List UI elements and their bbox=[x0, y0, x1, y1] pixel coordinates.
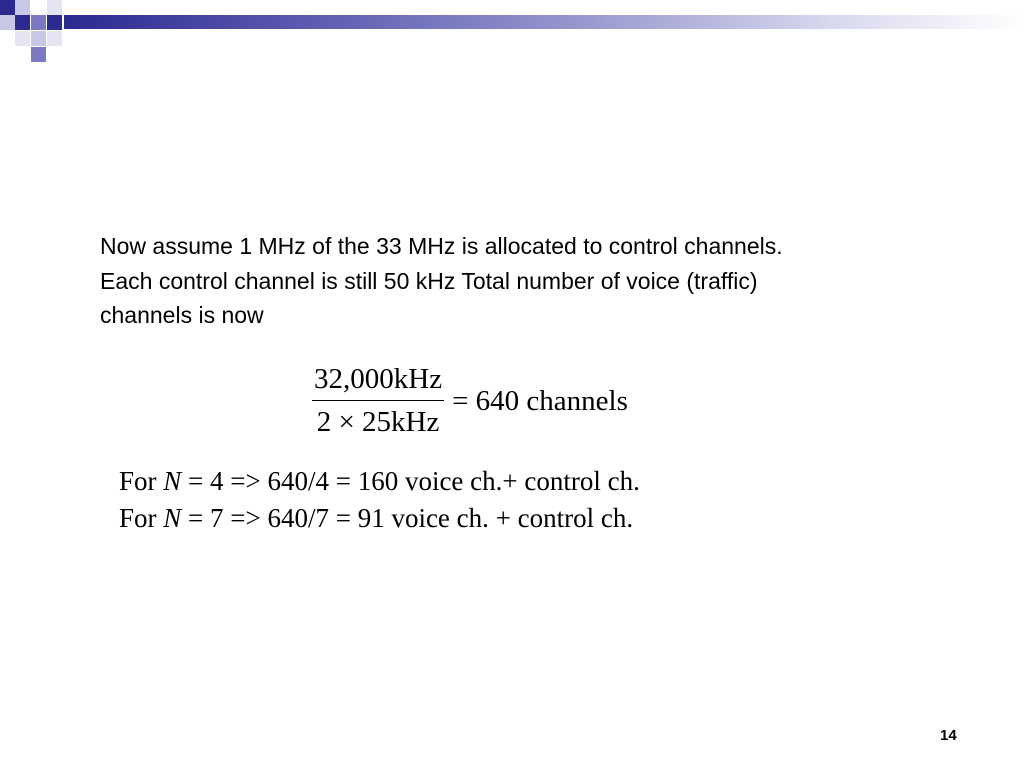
decorative-square bbox=[15, 15, 30, 30]
decorative-square bbox=[0, 0, 15, 15]
formula-numerator: 32,000kHz bbox=[312, 362, 444, 401]
decorative-square bbox=[0, 15, 15, 30]
decorative-square bbox=[15, 31, 30, 46]
formula-result: = 640 channels bbox=[452, 384, 628, 417]
body-line: channels is now bbox=[100, 302, 264, 328]
body-line: Each control channel is still 50 kHz Total number of voice (traffic) bbox=[100, 267, 758, 294]
decorative-square bbox=[47, 0, 62, 15]
channel-formula bbox=[312, 362, 628, 439]
decorative-square bbox=[15, 0, 30, 15]
case-rest: = 7 => 640/7 = 91 voice ch. + control ch. bbox=[181, 503, 634, 533]
decorative-square bbox=[31, 47, 46, 62]
case-prefix: For bbox=[119, 466, 164, 496]
case-prefix: For bbox=[119, 503, 164, 533]
case-variable: N bbox=[163, 466, 182, 496]
decorative-square bbox=[31, 15, 46, 30]
case-variable: N bbox=[163, 503, 182, 533]
case-line bbox=[119, 463, 640, 500]
title-gradient-bar bbox=[64, 15, 1024, 29]
decorative-square bbox=[47, 15, 62, 30]
case-line bbox=[119, 500, 640, 537]
formula-denominator: 2 × 25kHz bbox=[316, 406, 440, 438]
formula-fraction bbox=[312, 362, 444, 439]
decorative-square bbox=[47, 31, 62, 46]
body-line: Now assume 1 MHz of the 33 MHz is allocated to control channels. bbox=[100, 233, 783, 259]
decorative-square bbox=[31, 31, 46, 46]
cluster-size-cases bbox=[119, 463, 640, 537]
slide-header-decoration bbox=[0, 0, 1024, 64]
page-number: 14 bbox=[940, 727, 957, 744]
case-rest: = 4 => 640/4 = 160 voice ch.+ control ch. bbox=[181, 466, 640, 496]
slide-body-text bbox=[100, 229, 980, 333]
